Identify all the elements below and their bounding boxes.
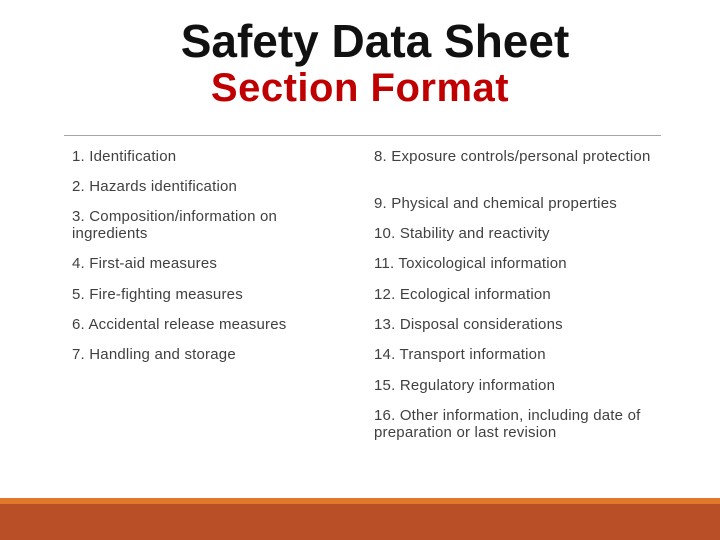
title-line-2: Section Format	[210, 66, 510, 110]
section-item-15: 15. Regulatory information	[374, 377, 556, 394]
section-item-14: 14. Transport information	[374, 346, 546, 363]
section-item-7: 7. Handling and storage	[72, 346, 236, 363]
section-item-8: 8. Exposure controls/personal protection	[374, 148, 651, 165]
title-line-1: Safety Data Sheet	[180, 15, 570, 67]
section-item-1: 1. Identification	[72, 148, 177, 165]
section-item-3: 3. Composition/information on ingredients	[72, 208, 278, 242]
section-item-6: 6. Accidental release measures	[72, 316, 287, 333]
section-item-10: 10. Stability and reactivity	[374, 225, 550, 242]
section-item-12: 12. Ecological information	[374, 286, 551, 303]
title-divider	[64, 135, 661, 136]
slide-title	[0, 15, 720, 110]
section-item-13: 13. Disposal considerations	[374, 316, 563, 333]
section-item-2: 2. Hazards identification	[72, 178, 238, 195]
section-item-5: 5. Fire-fighting measures	[72, 286, 243, 303]
section-item-4: 4. First-aid measures	[72, 255, 218, 272]
section-item-16: 16. Other information, including date of preparation or last revision	[374, 407, 641, 441]
footer-bar	[0, 498, 720, 540]
footer-accent-stripe	[0, 498, 720, 504]
section-item-11: 11. Toxicological information	[374, 255, 567, 272]
section-item-9: 9. Physical and chemical properties	[374, 195, 617, 212]
